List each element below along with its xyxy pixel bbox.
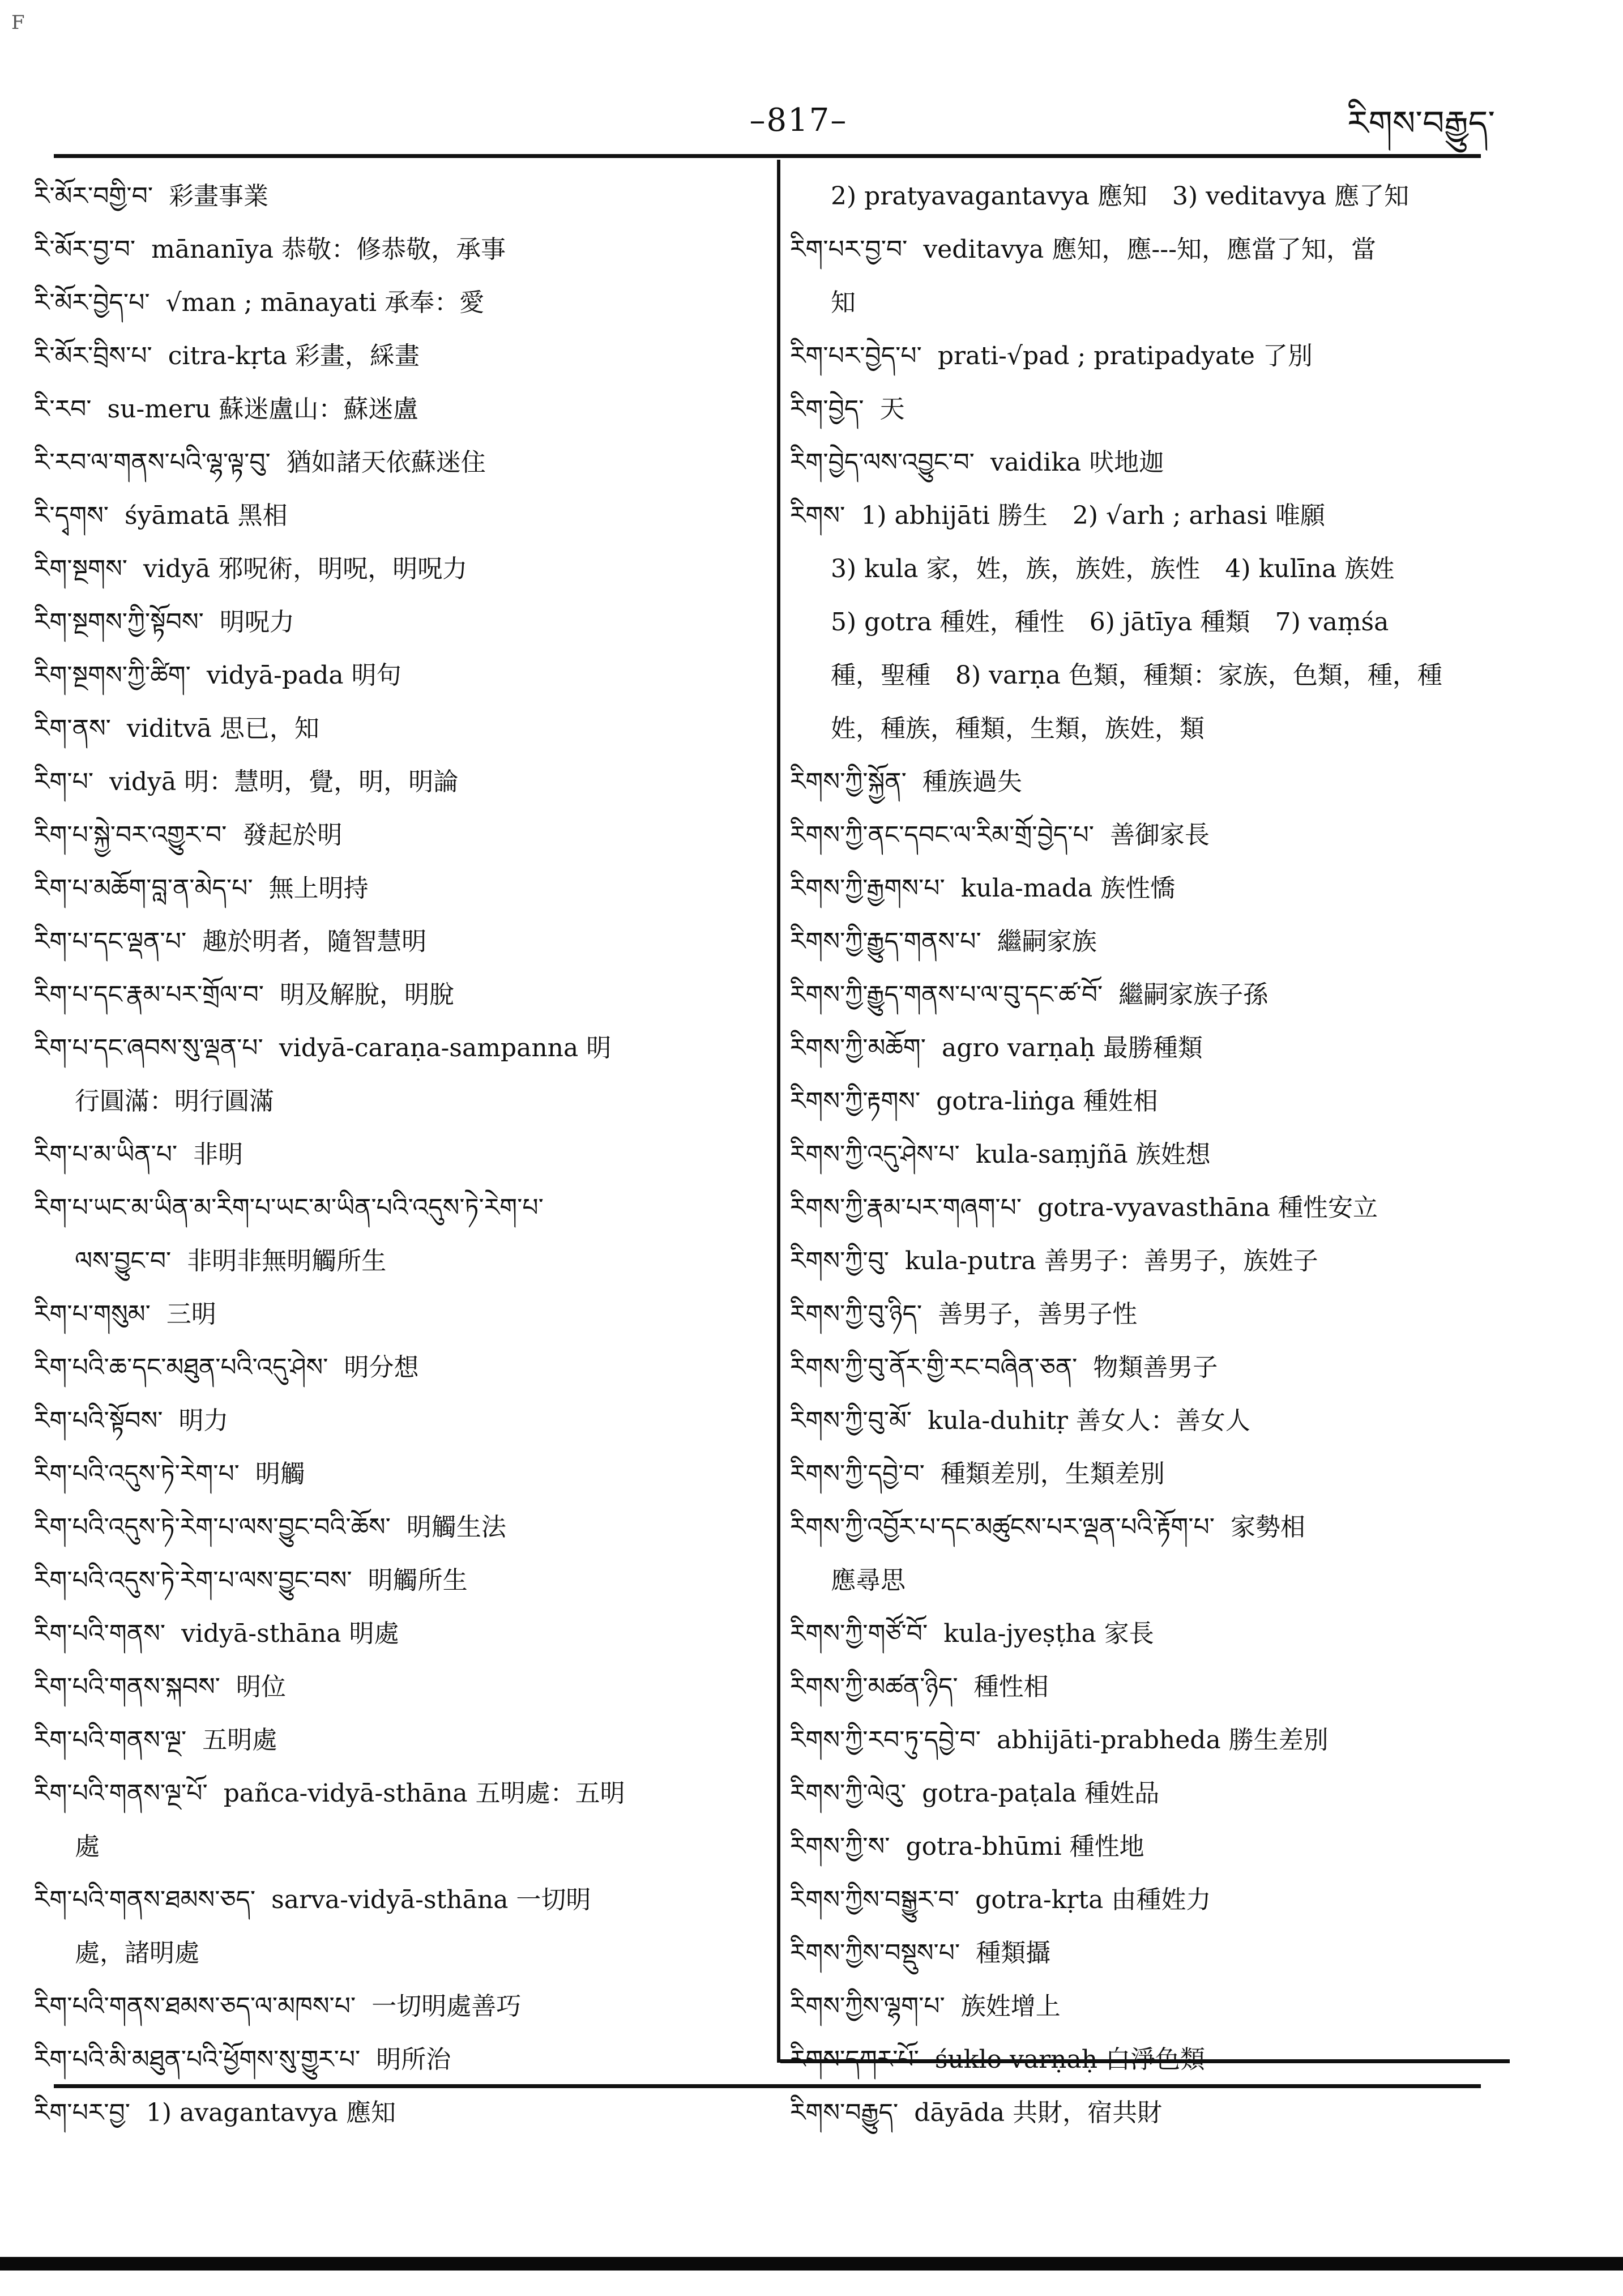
dictionary-entry [790,1394,1521,1448]
tibetan-headword: ལས་བྱུང་བ་ [75,1247,172,1275]
entry-definition: 處 [75,1832,100,1861]
tibetan-headword: རིག་པ་མ་ཡིན་པ་ [34,1140,178,1169]
running-head: རིགས་བརྒྱུད་ [1347,104,1495,143]
entry-definition: śyāmatā 黑相 [125,501,288,530]
top-rule [54,154,1481,158]
left-column [34,170,770,2140]
entry-definition: 物類善男子 [1093,1353,1218,1382]
entry-definition: kula-mada 族性憍 [960,874,1176,903]
entry-definition: kula-saṃjñā 族姓想 [975,1140,1211,1169]
tibetan-headword: རིག་པའི་མི་མཐུན་པའི་ཕྱོགས་སུ་གྱུར་པ་ [34,2045,361,2074]
entry-definition: 明及解脫，明脫 [280,980,455,1009]
entry-definition: gotra-liṅga 種姓相 [936,1087,1158,1116]
entry-definition: 趣於明者，隨智慧明 [202,927,427,956]
entry-definition: kula-putra 善男子：善男子，族姓子 [905,1247,1318,1275]
dictionary-entry [34,1661,770,1714]
dictionary-entry [790,1341,1521,1394]
entry-definition: 繼嗣家族 [997,927,1097,956]
entry-definition: 善男子，善男子性 [938,1300,1138,1329]
column-end-rule [780,2059,1510,2063]
dictionary-entry [790,1181,1521,1235]
entry-definition: 3) kula 家，姓，族，族姓，族性 4) kulīna 族姓 [831,554,1395,583]
tibetan-headword: རིགས་ཀྱི་རྟགས་ [790,1087,921,1116]
dictionary-entry [34,756,770,809]
dictionary-entry [790,223,1521,276]
tibetan-headword: རིགས་ཀྱིས་བསྒྱུར་བ་ [790,1885,960,1914]
tibetan-headword: རིགས་ཀྱི་འདུ་ཤེས་པ་ [790,1140,960,1169]
dictionary-entry [34,1128,770,1181]
entry-definition: 三明 [166,1300,216,1329]
tibetan-headword: རིག་པ་དང་ཞབས་སུ་ལྡན་པ་ [34,1034,263,1062]
entry-definition: 族姓增上 [960,1992,1061,2021]
tibetan-headword: རིགས་ཀྱི་མཆོག་ [790,1034,926,1062]
entry-definition: 種性相 [973,1672,1049,1701]
entry-definition: su-meru 蘇迷盧山：蘇迷盧 [107,395,418,424]
tibetan-headword: རིག་པའི་འདུས་ཏེ་རེག་པ་ལས་བྱུང་བའི་ཆོས་ [34,1513,391,1542]
tibetan-headword: རིག་པའི་འདུས་ཏེ་རེག་པ་ [34,1459,240,1488]
tibetan-headword: རིག་སྔགས་ཀྱི་ཚིག་ [34,661,191,690]
tibetan-headword: རིག་པའི་སྟོབས་ [34,1406,163,1435]
tibetan-headword: རིགས་ཀྱི་རབ་ཏུ་དབྱེ་བ་ [790,1726,981,1755]
dictionary-entry [790,756,1521,809]
entry-definition: 明觸生法 [406,1513,506,1542]
entry-definition: 繼嗣家族子孫 [1118,980,1268,1009]
tibetan-headword: རིག་པར་བྱ་ [34,2098,130,2127]
tibetan-headword: རིག་པ་དང་ལྡན་པ་ [34,927,187,956]
tibetan-headword: རིག་པ་དང་རྣམ་པར་གྲོལ་བ་ [34,980,264,1009]
tibetan-headword: རི་རབ་ [34,395,92,424]
tibetan-headword: རིགས་ [790,501,845,530]
entry-definition: 明所治 [376,2045,451,2074]
dictionary-entry [34,2086,770,2140]
tibetan-headword: རིགས་ཀྱི་ལེའུ་ [790,1779,907,1808]
entry-definition: 家勢相 [1230,1513,1305,1542]
entry-definition: √man ; mānayati 承奉：愛 [165,288,485,317]
dictionary-entry [34,862,770,915]
entry-definition: 明力 [178,1406,229,1435]
dictionary-entry [34,1181,770,1235]
dictionary-entry [34,1980,770,2033]
entry-definition: 1) avagantavya 應知 [146,2098,396,2127]
entry-definition: prati-√pad ; pratipadyate 了別 [937,342,1313,370]
tibetan-headword: རི་མོར་བགྱི་བ་ [34,182,153,211]
entry-definition: 發起於明 [242,821,343,850]
dictionary-entry [34,649,770,702]
entry-definition: vidyā-pada 明句 [206,661,402,690]
entry-definition: gotra-vyavasthāna 種性安立 [1037,1193,1378,1222]
dictionary-entry [790,1607,1521,1661]
dictionary-entry [34,1022,770,1075]
dictionary-entry [34,1501,770,1554]
bottom-rule [54,2084,1481,2088]
dictionary-entry [34,968,770,1022]
tibetan-headword: རིགས་ཀྱིས་ལྷག་པ་ [790,1992,945,2021]
dictionary-entry [790,1288,1521,1341]
tibetan-headword: རིག་པ་ [34,767,94,796]
entry-definition: gotra-kṛta 由種姓力 [975,1885,1211,1914]
entry-definition: 應尋思 [831,1566,906,1595]
tibetan-headword: རིགས་ཀྱི་རྒྱུད་གནས་པ་ལ་བུ་དང་ཚ་བོ་ [790,980,1103,1009]
dictionary-entry [790,809,1521,862]
entry-definition: 明呪力 [219,608,294,637]
dictionary-entry [34,2033,770,2086]
entry-definition: 善御家長 [1109,821,1210,850]
entry-definition: 非明非無明觸所生 [187,1247,387,1275]
dictionary-entry [34,1767,770,1820]
dictionary-entry [790,1661,1521,1714]
tibetan-headword: རིག་པའི་གནས་ [34,1619,166,1648]
dictionary-entry [790,383,1521,436]
tibetan-headword: རིག་པ་མཆོག་བླ་ན་མེད་པ་ [34,874,253,903]
entry-definition: 姓，種族，種類，生類，族姓，類 [831,714,1205,743]
tibetan-headword: རིགས་ཀྱི་བུ་མོ་ [790,1406,912,1435]
entry-definition: mānanīya 恭敬：修恭敬，承事 [151,235,506,264]
entry-definition: 處，諸明處 [75,1939,199,1968]
tibetan-headword: རིགས་ཀྱི་བུ་ནོར་གྱི་རང་བཞིན་ཅན་ [790,1353,1078,1382]
entry-definition: viditvā 思已，知 [126,714,319,743]
dictionary-entry [790,1501,1521,1554]
tibetan-headword: རིགས་ཀྱི་ནང་དབང་ལ་རིམ་གྲོ་བྱེད་པ་ [790,821,1094,850]
corner-mark: F [11,11,25,34]
dictionary-entry [34,1235,770,1288]
entry-continuation [790,170,1521,223]
entry-definition: 知 [831,288,856,317]
dictionary-entry [34,1554,770,1607]
dictionary-entry [34,543,770,596]
entry-definition: 1) abhijāti 勝生 2) √arh ; arhasi 唯願 [861,501,1325,530]
entry-continuation [790,543,1521,596]
tibetan-headword: རིགས་ཀྱི་རྒྱགས་པ་ [790,874,945,903]
tibetan-headword: རིགས་ཀྱིས་བསྡུས་པ་ [790,1939,960,1968]
entry-definition: 明位 [236,1672,286,1701]
tibetan-headword: རིགས་ཀྱི་ས་ [790,1832,890,1861]
dictionary-entry [34,702,770,756]
tibetan-headword: རིགས་བརྒྱུད་ [790,2098,899,2127]
dictionary-entry [790,1873,1521,1927]
tibetan-headword: རིགས་ཀྱི་གཙོ་བོ་ [790,1619,928,1648]
tibetan-headword: རིགས་ཀྱི་དབྱེ་བ་ [790,1459,925,1488]
entry-definition: vidyā 邪呪術，明呪，明呪力 [143,554,468,583]
tibetan-headword: རིག་བྱེད་ལས་འབྱུང་བ་ [790,448,975,477]
entry-definition: veditavya 應知，應---知，應當了知，當 [923,235,1376,264]
tibetan-headword: རིག་པའི་གནས་ལྔ་ [34,1726,187,1755]
dictionary-entry [790,862,1521,915]
dictionary-entry [790,1927,1521,1980]
dictionary-entry [34,1394,770,1448]
entry-definition: 明觸 [255,1459,305,1488]
entry-definition: sarva-vidyā-sthāna 一切明 [271,1885,591,1914]
entry-continuation [790,702,1521,756]
entry-definition: 彩畫事業 [169,182,269,211]
dictionary-entry [790,1022,1521,1075]
dictionary-entry [34,915,770,968]
tibetan-headword: རིགས་ཀྱི་རྒྱུད་གནས་པ་ [790,927,981,956]
entry-definition: 種，聖種 8) varṇa 色類，種類：家族，色類，種，種 [831,661,1442,690]
entry-continuation [790,276,1521,330]
dictionary-entry [790,330,1521,383]
dictionary-entry [34,809,770,862]
entry-definition: gotra-bhūmi 種性地 [906,1832,1144,1861]
right-column [790,170,1521,2140]
column-divider [777,160,780,2063]
dictionary-entry [790,968,1521,1022]
tibetan-headword: རིག་པའི་ཆ་དང་མཐུན་པའི་འདུ་ཤེས་ [34,1353,328,1382]
tibetan-headword: རི་མོར་བྱ་བ་ [34,235,136,264]
page-number: –817– [749,102,848,139]
dictionary-entry [790,2086,1521,2140]
dictionary-entry [34,330,770,383]
dictionary-entry [34,436,770,489]
tibetan-headword: རིགས་ཀྱི་སྐྱོན་ [790,767,907,796]
entry-definition: kula-jyeṣṭha 家長 [943,1619,1154,1648]
entry-definition: 行圓滿：明行圓滿 [75,1087,274,1116]
tibetan-headword: རི་རབ་ལ་གནས་པའི་ལྷ་ལྟ་བུ་ [34,448,271,477]
tibetan-headword: རི་མོར་བྱེད་པ་ [34,288,150,317]
entry-definition: citra-kṛta 彩畫，綵畫 [168,342,420,370]
entry-definition: 非明 [193,1140,244,1169]
dictionary-entry [790,1980,1521,2033]
entry-definition: gotra-paṭala 種姓品 [922,1779,1160,1808]
tibetan-headword: རིག་པ་ཡང་མ་ཡིན་མ་རིག་པ་ཡང་མ་ཡིན་པའི་འདུས་ཏེ་རེག་པ་ [34,1193,544,1222]
dictionary-entry [34,1288,770,1341]
tibetan-headword: རིག་པ་སྐྱེ་བར་འགྱུར་བ་ [34,821,227,850]
dictionary-entry [34,1607,770,1661]
entry-definition: vidyā-sthāna 明處 [181,1619,399,1648]
entry-definition: 明分想 [344,1353,419,1382]
tibetan-headword: རིག་པ་གསུམ་ [34,1300,151,1329]
tibetan-headword: རིག་པའི་འདུས་ཏེ་རེག་པ་ལས་བྱུང་བས་ [34,1566,352,1595]
entry-definition: 種類差別，生類差別 [940,1459,1165,1488]
tibetan-headword: རིགས་ཀྱི་རྣམ་པར་གཞག་པ་ [790,1193,1022,1222]
tibetan-headword: རིག་པར་བྱ་བ་ [790,235,908,264]
entry-definition: 一切明處善巧 [371,1992,522,2021]
dictionary-entry [34,1714,770,1767]
entry-definition: 猶如諸天依蘇迷住 [286,448,486,477]
entry-definition: vidyā-caraṇa-sampanna 明 [279,1034,612,1062]
tibetan-headword: རིག་སྔགས་ [34,554,128,583]
dictionary-entry [34,596,770,649]
footer-bar [0,2257,1623,2271]
dictionary-entry [790,1075,1521,1128]
entry-definition: 2) pratyavagantavya 應知 3) veditavya 應了知 [831,182,1410,211]
tibetan-headword: རིག་པའི་གནས་ཐམས་ཅད་ [34,1885,256,1914]
entry-definition: 種族過失 [922,767,1022,796]
dictionary-entry [34,383,770,436]
dictionary-entry [34,276,770,330]
tibetan-headword: རིག་པའི་གནས་ལྔ་པོ་ [34,1779,208,1808]
tibetan-headword: རིག་པའི་གནས་ཐམས་ཅད་ལ་མཁས་པ་ [34,1992,356,2021]
tibetan-headword: རིགས་ཀྱི་མཚན་ཉིད་ [790,1672,958,1701]
dictionary-entry [790,915,1521,968]
entry-definition: 種類攝 [976,1939,1051,1968]
tibetan-headword: རིགས་ཀྱི་བུ་ [790,1247,889,1275]
entry-definition: dāyāda 共財，宿共財 [914,2098,1163,2127]
entry-definition: vaidika 吠地迦 [990,448,1164,477]
tibetan-headword: རིག་པར་བྱེད་པ་ [790,342,922,370]
entry-definition: 天 [879,395,905,424]
entry-continuation [790,596,1521,649]
dictionary-entry [790,489,1521,543]
entry-definition: agro varṇaḥ 最勝種類 [941,1034,1203,1062]
dictionary-entry [34,1873,770,1927]
tibetan-headword: རིག་ནས་ [34,714,111,743]
entry-definition: 明觸所生 [368,1566,468,1595]
dictionary-entry [34,1448,770,1501]
dictionary-entry [34,170,770,223]
entry-continuation [34,1927,770,1980]
tibetan-headword: རིག་སྔགས་ཀྱི་སྟོབས་ [34,608,204,637]
dictionary-entry [790,1235,1521,1288]
dictionary-entry [790,436,1521,489]
dictionary-entry [34,223,770,276]
entry-definition: vidyā 明：慧明，覺，明，明論 [109,767,459,796]
dictionary-entry [34,1341,770,1394]
entry-definition: 無上明持 [268,874,369,903]
tibetan-headword: རིག་པའི་གནས་སྐབས་ [34,1672,220,1701]
entry-definition: 五明處 [202,1726,277,1755]
tibetan-headword: རིག་བྱེད་ [790,395,864,424]
tibetan-headword: རི་དྭགས་ [34,501,109,530]
dictionary-entry [790,1767,1521,1820]
dictionary-entry [790,1128,1521,1181]
entry-continuation [34,1820,770,1873]
entry-continuation [34,1075,770,1128]
entry-definition: abhijāti-prabheda 勝生差別 [997,1726,1329,1755]
entry-definition: pañca-vidyā-sthāna 五明處：五明 [223,1779,625,1808]
dictionary-entry [34,489,770,543]
entry-definition: kula-duhitṛ 善女人：善女人 [928,1406,1250,1435]
tibetan-headword: རི་མོར་བྲིས་པ་ [34,342,152,370]
dictionary-entry [790,1820,1521,1873]
dictionary-entry [790,1448,1521,1501]
tibetan-headword: རིགས་ཀྱི་བུ་ཉིད་ [790,1300,922,1329]
entry-continuation [790,649,1521,702]
dictionary-entry [790,1714,1521,1767]
tibetan-headword: རིགས་ཀྱི་འབྱོར་པ་དང་མཚུངས་པར་ལྡན་པའི་རྟོག་པ་ [790,1513,1215,1542]
entry-definition: 5) gotra 種姓，種性 6) jātīya 種類 7) vaṃśa [831,608,1389,637]
entry-continuation [790,1554,1521,1607]
